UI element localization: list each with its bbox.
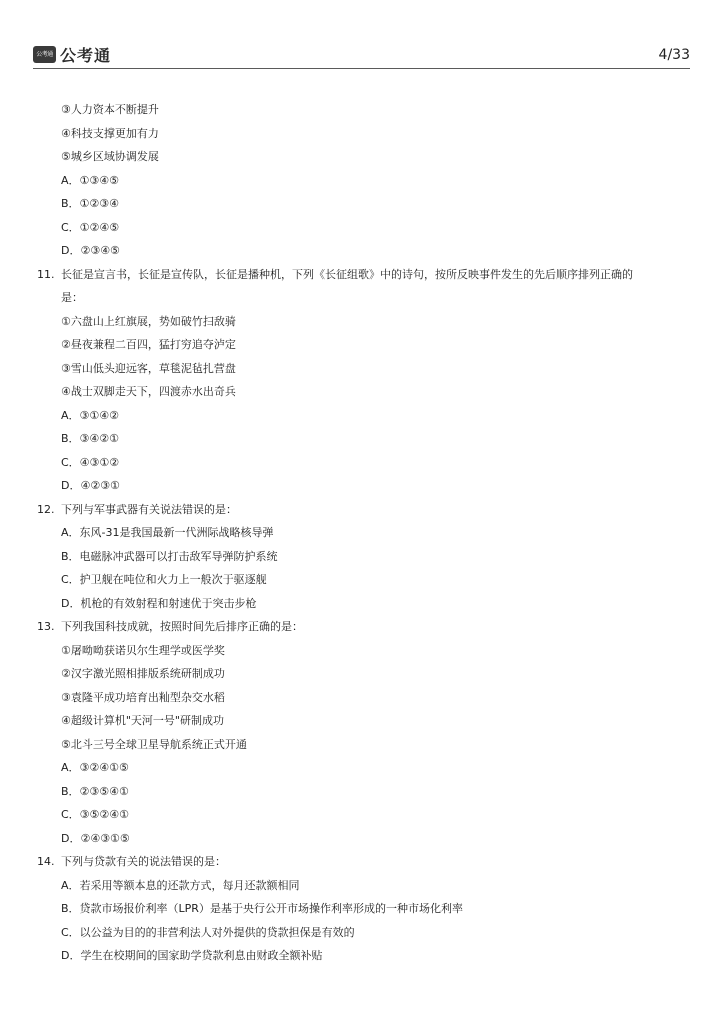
line-text: A．若采用等额本息的还款方式，每月还款额相同 bbox=[61, 878, 300, 892]
page-number: 4/33 bbox=[658, 47, 690, 63]
question-line bbox=[37, 568, 687, 592]
question-line bbox=[37, 662, 687, 686]
question-line bbox=[37, 639, 687, 663]
question-line bbox=[37, 192, 687, 216]
line-text: A．③②④①⑤ bbox=[61, 761, 129, 774]
line-text: A．①③④⑤ bbox=[61, 173, 119, 187]
line-text: ③雪山低头迎远客，草毯泥毡扎营盘 bbox=[61, 361, 236, 375]
question-line bbox=[37, 122, 687, 146]
line-text: A．③①④② bbox=[61, 408, 119, 422]
line-text: B．贷款市场报价利率（LPR）是基于央行公开市场操作利率形成的一种市场化利率 bbox=[61, 902, 463, 915]
logo bbox=[33, 43, 111, 66]
line-text: C．以公益为目的的非营利法人对外提供的贷款担保是有效的 bbox=[61, 925, 355, 939]
line-text: ④超级计算机"天河一号"研制成功 bbox=[61, 714, 224, 727]
line-text: ③袁隆平成功培育出籼型杂交水稻 bbox=[61, 690, 225, 704]
question-stem bbox=[37, 263, 687, 287]
line-text: D．②③④⑤ bbox=[61, 244, 120, 257]
line-text: B．③④②① bbox=[61, 432, 119, 445]
question-line bbox=[37, 733, 687, 757]
line-text: ②昼夜兼程二百四，猛打穷追夺泸定 bbox=[61, 338, 236, 351]
question-line bbox=[37, 380, 687, 404]
line-text: D．学生在校期间的国家助学贷款利息由财政全额补贴 bbox=[61, 949, 323, 962]
question-line bbox=[37, 709, 687, 733]
question-line bbox=[37, 239, 687, 263]
line-text: 是： bbox=[61, 291, 83, 304]
question-line bbox=[37, 98, 687, 122]
line-text: 下列我国科技成就，按照时间先后排序正确的是： bbox=[61, 620, 303, 633]
line-text: C．①②④⑤ bbox=[61, 220, 120, 234]
question-line bbox=[37, 145, 687, 169]
question-line bbox=[37, 333, 687, 357]
question-line bbox=[37, 921, 687, 945]
line-text: B．②③⑤④① bbox=[61, 784, 129, 798]
question-number: 13. bbox=[37, 620, 55, 633]
question-line bbox=[37, 545, 687, 569]
line-text: ④科技支撑更加有力 bbox=[61, 126, 159, 140]
line-text: ③人力资本不断提升 bbox=[61, 103, 159, 116]
question-line bbox=[37, 474, 687, 498]
line-text: ⑤北斗三号全球卫星导航系统正式开通 bbox=[61, 737, 247, 751]
question-stem bbox=[37, 498, 687, 522]
question-stem bbox=[37, 850, 687, 874]
line-text: ①六盘山上红旗展，势如破竹扫敌骑 bbox=[61, 314, 236, 328]
line-text: B．电磁脉冲武器可以打击敌军导弹防护系统 bbox=[61, 549, 278, 563]
line-text: 长征是宣言书，长征是宣传队，长征是播种机，下列《长征组歌》中的诗句，按所反映事件发生的先后顺序排列正确的 bbox=[61, 267, 633, 281]
line-text: C．④③①② bbox=[61, 455, 120, 469]
document-body bbox=[37, 98, 687, 968]
line-text: 下列与贷款有关的说法错误的是： bbox=[61, 855, 226, 868]
question-line bbox=[37, 451, 687, 475]
question-line bbox=[37, 169, 687, 193]
question-number: 12. bbox=[37, 502, 55, 516]
logo-text: 公考通 bbox=[60, 46, 112, 65]
question-line bbox=[37, 944, 687, 968]
page-header bbox=[33, 40, 690, 69]
question-line bbox=[37, 216, 687, 240]
line-text: D．④②③① bbox=[61, 479, 120, 492]
line-text: 下列与军事武器有关说法错误的是： bbox=[61, 502, 237, 516]
question-line bbox=[37, 756, 687, 780]
question-line bbox=[37, 827, 687, 851]
question-number: 14. bbox=[37, 855, 55, 868]
line-text: ①屠呦呦获诺贝尔生理学或医学奖 bbox=[61, 643, 225, 657]
line-text: B．①②③④ bbox=[61, 197, 119, 210]
question-line bbox=[37, 521, 687, 545]
question-line bbox=[37, 592, 687, 616]
question-number: 11. bbox=[37, 267, 55, 281]
line-text: D．②④③①⑤ bbox=[61, 831, 130, 845]
line-text: ⑤城乡区域协调发展 bbox=[61, 150, 159, 163]
question-stem bbox=[37, 615, 687, 639]
line-text: A．东风-31是我国最新一代洲际战略核导弹 bbox=[61, 526, 274, 539]
line-text: C．护卫舰在吨位和火力上一般次于驱逐舰 bbox=[61, 573, 267, 586]
question-line bbox=[37, 686, 687, 710]
question-line bbox=[37, 404, 687, 428]
question-line bbox=[37, 286, 687, 310]
question-line bbox=[37, 357, 687, 381]
line-text: C．③⑤②④① bbox=[61, 808, 129, 821]
question-line bbox=[37, 310, 687, 334]
question-line bbox=[37, 780, 687, 804]
line-text: ④战士双脚走天下，四渡赤水出奇兵 bbox=[61, 385, 236, 398]
question-line bbox=[37, 874, 687, 898]
question-line bbox=[37, 803, 687, 827]
line-text: D．机枪的有效射程和射速优于突击步枪 bbox=[61, 596, 257, 610]
question-line bbox=[37, 897, 687, 921]
logo-badge-icon: 公考通 bbox=[33, 46, 56, 63]
line-text: ②汉字激光照相排版系统研制成功 bbox=[61, 667, 225, 680]
question-line bbox=[37, 427, 687, 451]
